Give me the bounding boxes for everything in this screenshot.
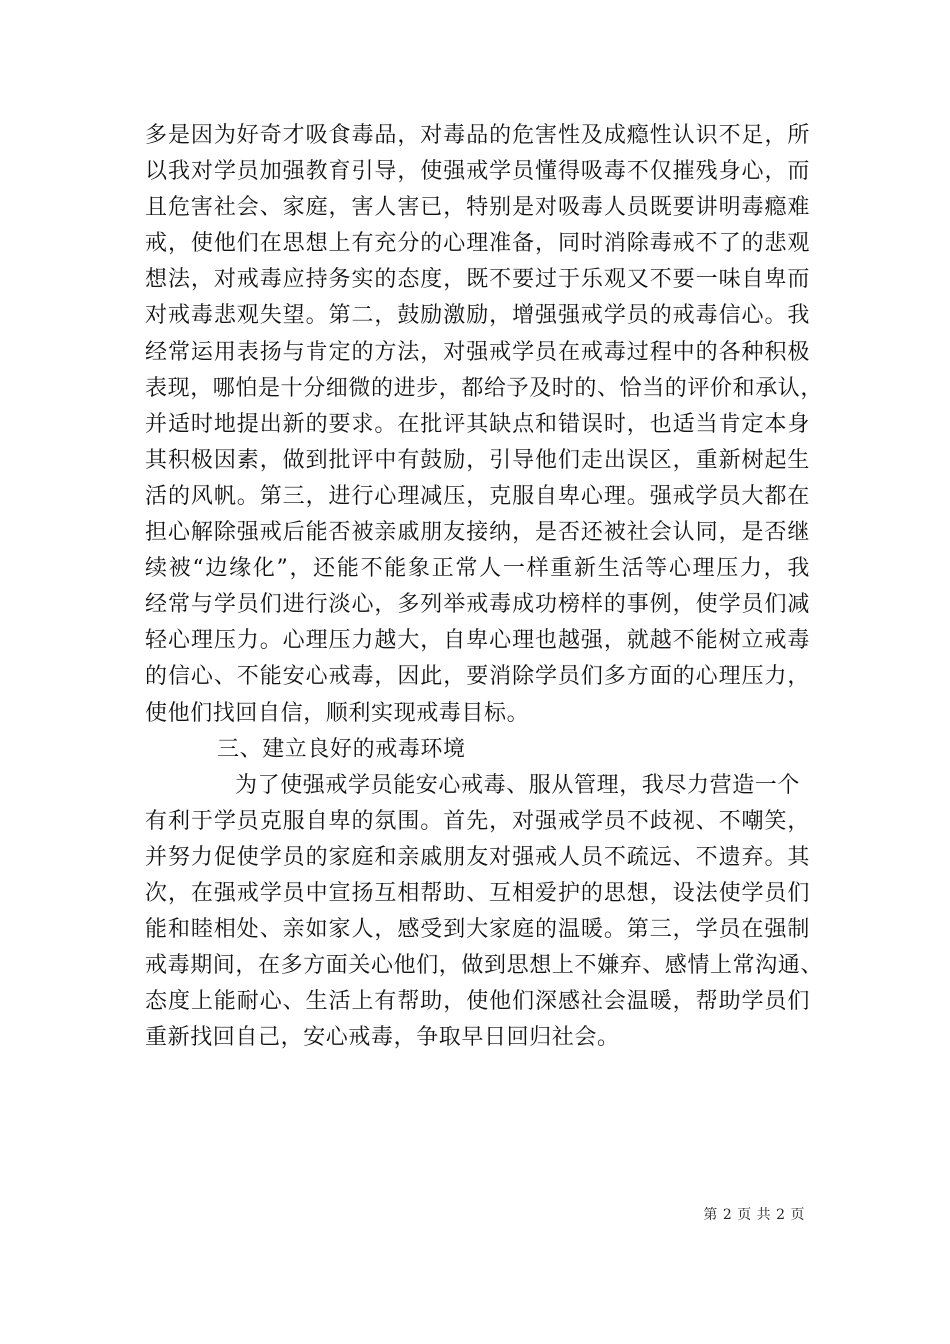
text-line: 其积极因素，做到批评中有鼓励，引导他们走出误区，重新树起生 — [145, 447, 810, 473]
text-line: 轻心理压力。心理压力越大，自卑心理也越强，就越不能树立戒毒 — [145, 628, 810, 654]
text-line: 活的风帆。第三，进行心理减压，克服自卑心理。强戒学员大都在 — [145, 483, 810, 509]
document-body — [145, 118, 824, 1056]
text-line: 担心解除强戒后能否被亲戚朋友接纳，是否还被社会认同，是否继 — [145, 520, 810, 546]
text-line: 经常运用表扬与肯定的方法，对强戒学员在戒毒过程中的各种积极 — [145, 339, 810, 365]
text-line: 且危害社会、家庭，害人害已，特别是对吸毒人员既要讲明毒瘾难 — [145, 195, 810, 221]
text-line: 并努力促使学员的家庭和亲戚朋友对强戒人员不疏远、不遗弃。其 — [145, 844, 810, 870]
text-line: 使他们找回自信，顺利实现戒毒目标。 — [145, 700, 530, 726]
section-heading: 三、建立良好的戒毒环境 — [217, 736, 466, 762]
text-line: 态度上能耐心、生活上有帮助，使他们深感社会温暖，帮助学员们 — [145, 989, 810, 1015]
text-line: 戒毒期间，在多方面关心他们，做到思想上不嫌弃、感情上常沟通、 — [145, 953, 824, 979]
text-line: 以我对学员加强教育引导，使强戒学员懂得吸毒不仅摧残身心，而 — [145, 159, 810, 185]
text-line: 次，在强戒学员中宣扬互相帮助、互相爱护的思想，设法使学员们 — [145, 880, 810, 906]
text-line: 多是因为好奇才吸食毒品，对毒品的危害性及成瘾性认识不足，所 — [145, 123, 810, 148]
text-line: 并适时地提出新的要求。在批评其缺点和错误时，也适当肯定本身 — [145, 411, 810, 437]
text-line: 为了使强戒学员能安心戒毒、服从管理，我尽力营造一个 — [235, 772, 801, 798]
text-line: 戒，使他们在思想上有充分的心理准备，同时消除毒戒不了的悲观 — [145, 231, 810, 257]
text-line: 续被“边缘化”，还能不能象正常人一样重新生活等心理压力，我 — [145, 556, 810, 582]
text-line: 经常与学员们进行淡心，多列举戒毒成功榜样的事例，使学员们减 — [145, 592, 810, 618]
text-line: 表现，哪怕是十分细微的进步，都给予及时的、恰当的评价和承认， — [145, 375, 824, 401]
text-line: 的信心、不能安心戒毒，因此，要消除学员们多方面的心理压力， — [145, 664, 810, 690]
paragraph-1 — [145, 118, 824, 732]
page-number: 第 2 页 共 2 页 — [703, 1207, 805, 1223]
text-line: 对戒毒悲观失望。第二，鼓励激励，增强强戒学员的戒毒信心。我 — [145, 303, 810, 329]
text-line: 有利于学员克服自卑的氛围。首先，对强戒学员不歧视、不嘲笑， — [145, 808, 810, 834]
text-line: 想法，对戒毒应持务实的态度，既不要过于乐观又不要一味自卑而 — [145, 267, 810, 293]
text-line: 重新找回自己，安心戒毒，争取早日回归社会。 — [145, 1025, 620, 1051]
text-line: 能和睦相处、亲如家人，感受到大家庭的温暖。第三，学员在强制 — [145, 917, 810, 943]
paragraph-2 — [145, 768, 824, 1057]
